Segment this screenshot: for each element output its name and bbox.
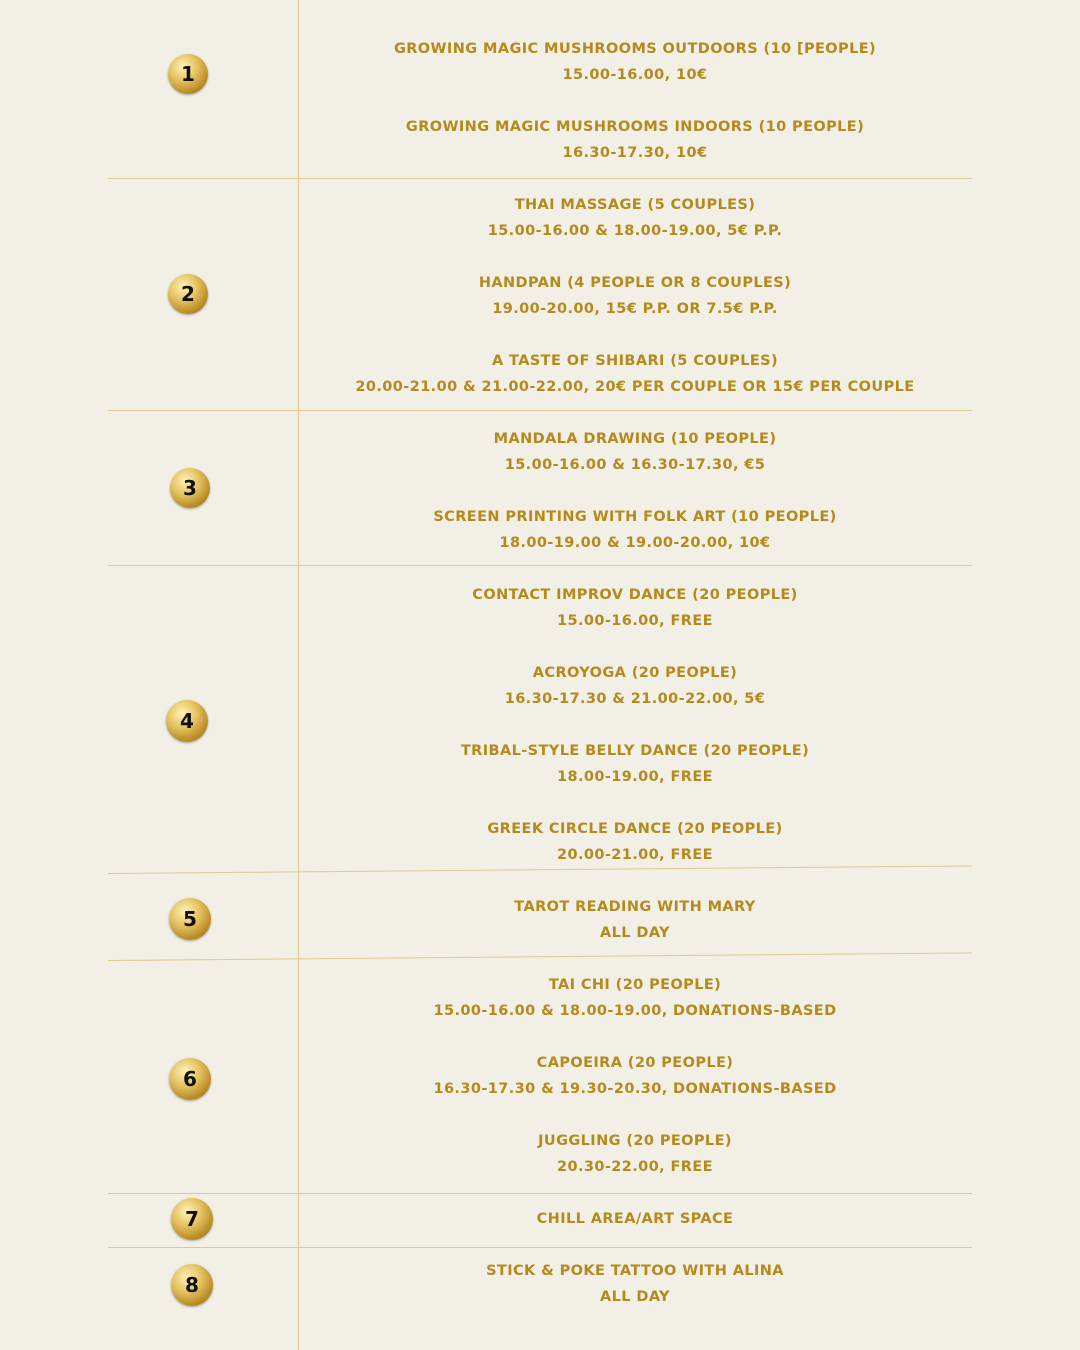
activity-title: ACROYOGA (20 PEOPLE) xyxy=(532,665,738,681)
activity-title: HANDPAN (4 PEOPLE OR 8 COUPLES) xyxy=(478,275,792,291)
activity-details: 15.00-16.00, 10€ xyxy=(562,67,708,83)
activity-title: CONTACT IMPROV DANCE (20 PEOPLE) xyxy=(472,587,798,603)
row-divider xyxy=(108,565,972,566)
number-badge: 2 xyxy=(168,274,208,314)
activity-title: JUGGLING (20 PEOPLE) xyxy=(538,1133,732,1149)
activity-details: 15.00-16.00 & 18.00-19.00, DONATIONS-BASED xyxy=(433,1003,837,1019)
activity-details: 16.30-17.30 & 19.30-20.30, DONATIONS-BASED xyxy=(433,1081,837,1097)
activity-title: TAI CHI (20 PEOPLE) xyxy=(548,977,722,993)
row-divider xyxy=(108,952,972,961)
activity-details: ALL DAY xyxy=(600,925,670,941)
activity-details: 18.00-19.00, FREE xyxy=(557,769,713,785)
activity-list xyxy=(300,36,970,166)
activity-title: MANDALA DRAWING (10 PEOPLE) xyxy=(493,431,777,447)
activity-list xyxy=(300,1206,970,1232)
activity-details: 20.30-22.00, FREE xyxy=(557,1159,713,1175)
number-badge: 3 xyxy=(170,468,210,508)
activity-title: TRIBAL-STYLE BELLY DANCE (20 PEOPLE) xyxy=(460,743,810,759)
activity-details: 15.00-16.00 & 16.30-17.30, €5 xyxy=(504,457,766,473)
activity-details: 16.30-17.30 & 21.00-22.00, 5€ xyxy=(504,691,766,707)
row-divider xyxy=(108,1193,972,1194)
activity-list xyxy=(300,894,970,946)
row-divider xyxy=(108,410,972,411)
number-badge: 8 xyxy=(171,1264,213,1306)
activity-details: 15.00-16.00 & 18.00-19.00, 5€ P.P. xyxy=(487,223,783,239)
activity-title: GROWING MAGIC MUSHROOMS INDOORS (10 PEOPLE) xyxy=(405,119,865,135)
activity-title: TAROT READING WITH MARY xyxy=(514,899,756,915)
activity-title: GROWING MAGIC MUSHROOMS OUTDOORS (10 [PEOPLE) xyxy=(393,41,877,57)
activity-details: 15.00-16.00, FREE xyxy=(557,613,713,629)
number-badge: 4 xyxy=(166,700,208,742)
activity-details: 16.30-17.30, 10€ xyxy=(562,145,708,161)
row-divider xyxy=(108,1247,972,1248)
activity-title: STICK & POKE TATTOO WITH ALINA xyxy=(486,1263,784,1279)
activity-title: CAPOEIRA (20 PEOPLE) xyxy=(536,1055,734,1071)
number-badge: 6 xyxy=(169,1058,211,1100)
activity-title: CHILL AREA/ART SPACE xyxy=(536,1211,734,1227)
number-badge: 7 xyxy=(171,1198,213,1240)
activity-details: 19.00-20.00, 15€ P.P. OR 7.5€ P.P. xyxy=(492,301,778,317)
activity-details: 18.00-19.00 & 19.00-20.00, 10€ xyxy=(499,535,771,551)
activity-list xyxy=(300,1258,970,1310)
number-badge: 1 xyxy=(168,54,208,94)
row-divider xyxy=(108,178,972,179)
activity-title: GREEK CIRCLE DANCE (20 PEOPLE) xyxy=(487,821,783,837)
number-badge: 5 xyxy=(169,898,211,940)
activity-list xyxy=(300,582,970,868)
activity-title: THAI MASSAGE (5 COUPLES) xyxy=(514,197,756,213)
activity-title: A TASTE OF SHIBARI (5 COUPLES) xyxy=(491,353,779,369)
column-divider xyxy=(298,0,299,1350)
activity-details: 20.00-21.00, FREE xyxy=(557,847,713,863)
activity-details: 20.00-21.00 & 21.00-22.00, 20€ PER COUPLE OR 15€ PER COUPLE xyxy=(355,379,915,395)
activity-details: ALL DAY xyxy=(600,1289,670,1305)
activity-title: SCREEN PRINTING WITH FOLK ART (10 PEOPLE) xyxy=(433,509,837,525)
activity-list xyxy=(300,192,970,400)
activity-list xyxy=(300,972,970,1180)
activity-list xyxy=(300,426,970,556)
